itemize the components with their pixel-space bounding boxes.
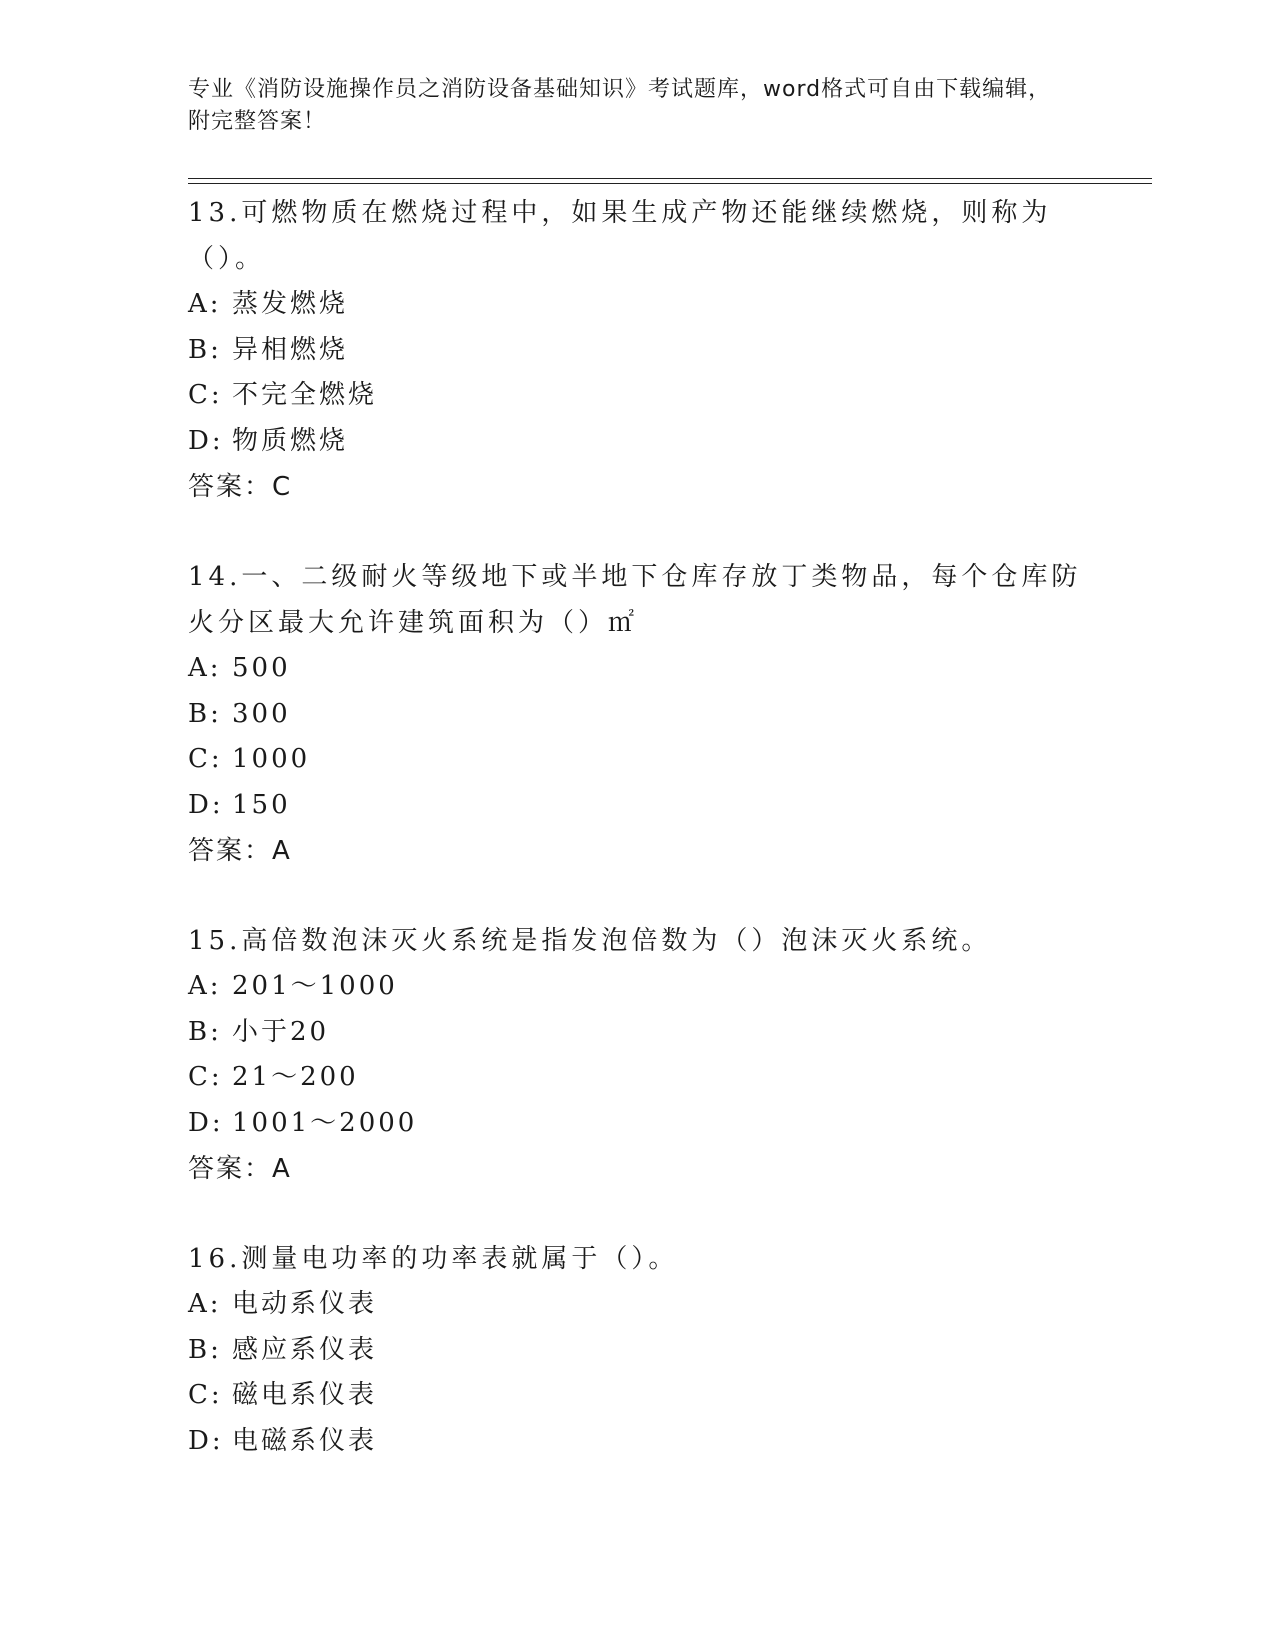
answer-line: 答案：C [188,472,293,502]
option-text: 电动系仪表 [232,1289,378,1319]
question-text: 14.一、二级耐火等级地下或半地下仓库存放丁类物品，每个仓库防火分区最大允许建筑面积为（）㎡ [188,562,1082,638]
option-text: 不完全燃烧 [232,380,378,410]
option-text: 蒸发燃烧 [232,289,349,319]
option-text: 磁电系仪表 [232,1380,378,1410]
option-text: 1000 [232,744,311,774]
option-a [188,282,1088,328]
option-d [188,419,1088,465]
option-letter: A: [188,1289,222,1319]
option-text: 1001～2000 [232,1107,418,1138]
question-text: 13.可燃物质在燃烧过程中，如果生成产物还能继续燃烧，则称为（）。 [188,198,1052,274]
question-15 [188,918,1088,1192]
option-letter: C: [188,380,223,410]
option-letter: C: [188,744,223,774]
option-a [188,646,1088,692]
option-b [188,692,1088,738]
option-d [188,1101,1088,1147]
option-letter: B: [188,1016,222,1047]
option-b [188,328,1088,374]
option-letter: B: [188,334,222,365]
option-d [188,1419,1088,1465]
option-text: 150 [232,789,291,820]
option-letter: C: [188,1062,223,1092]
option-letter: A: [188,653,222,683]
option-a [188,1282,1088,1328]
option-letter: C: [188,1380,223,1410]
header-divider-bottom [188,183,1152,184]
option-d [188,783,1088,829]
header-divider-top [188,178,1152,179]
option-text: 异相燃烧 [232,334,349,365]
option-c [188,373,1088,419]
option-letter: D: [188,1107,224,1138]
option-letter: D: [188,1425,224,1456]
question-13 [188,190,1088,510]
option-text: 小于20 [232,1016,330,1047]
option-letter: D: [188,425,224,456]
question-list [188,190,1088,1508]
option-text: 电磁系仪表 [232,1425,378,1456]
option-text: 201～1000 [232,971,398,1001]
option-letter: B: [188,698,222,729]
option-a [188,964,1088,1010]
option-c [188,1055,1088,1101]
option-letter: A: [188,971,222,1001]
question-16 [188,1236,1088,1464]
option-letter: B: [188,1334,222,1365]
question-text: 15.高倍数泡沫灭火系统是指发泡倍数为（）泡沫灭火系统。 [188,926,992,956]
option-text: 500 [232,653,291,683]
option-c [188,737,1088,783]
option-text: 300 [232,698,291,729]
answer-line: 答案：A [188,836,292,866]
document-header: 专业《消防设施操作员之消防设备基础知识》考试题库，word格式可自由下载编辑，附完整答案！ [188,77,1052,134]
option-text: 物质燃烧 [232,425,349,456]
option-b [188,1328,1088,1374]
option-b [188,1010,1088,1056]
option-letter: D: [188,789,224,820]
option-text: 21～200 [232,1062,359,1092]
option-letter: A: [188,289,222,319]
answer-line: 答案：A [188,1154,292,1184]
option-c [188,1373,1088,1419]
question-text: 16.测量电功率的功率表就属于（）。 [188,1244,679,1274]
question-14 [188,554,1088,874]
option-text: 感应系仪表 [232,1334,378,1365]
